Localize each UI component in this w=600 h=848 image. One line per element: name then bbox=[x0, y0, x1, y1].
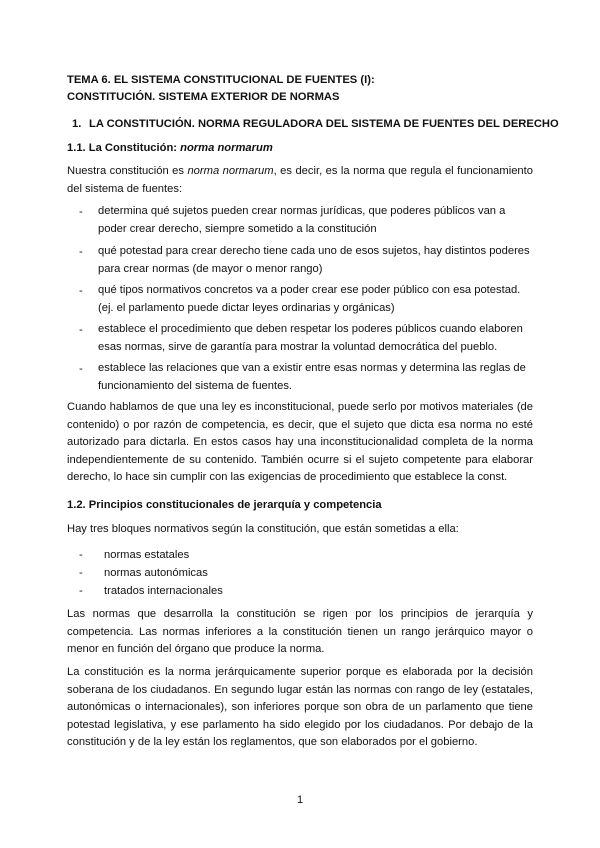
bullet-marker: - bbox=[79, 206, 83, 218]
list-item: establece el procedimiento que deben respetar los poderes públicos cuando elaboren esas normas, sirve de garantía para mostrar la voluntad democrática del pueblo. bbox=[98, 323, 523, 353]
document-title-line-2: CONSTITUCIÓN. SISTEMA EXTERIOR DE NORMAS bbox=[67, 91, 340, 103]
subsection-1-2-heading: 1.2. Principios constitucionales de jerarquía y competencia bbox=[67, 499, 382, 511]
bullet-marker: - bbox=[79, 363, 83, 375]
hierarchy-paragraph: La constitución es la norma jerárquicamente superior porque es elaborada por la decisión soberana de los ciudadanos. En segundo lugar están las normas con rango de ley (estatales, autonómicas o internacionales), son inferiores porque son obra de un parlamento que tiene potestad legislativa, y ese parlamento ha sido elegido por los ciudadanos. Por debajo de la constitución y de la ley están los reglamentos, que son elaborados por el gobierno. bbox=[67, 666, 533, 748]
intro-italic: norma normarum bbox=[187, 165, 274, 177]
bullet-marker: - bbox=[79, 585, 83, 597]
subsection-1-1-label: 1.1. La Constitución: bbox=[67, 142, 181, 154]
section-1-number: 1. bbox=[72, 118, 82, 130]
bullet-marker: - bbox=[79, 246, 83, 258]
list-item: normas estatales bbox=[104, 549, 190, 561]
normative-blocks-paragraph: Hay tres bloques normativos según la constitución, que están sometidas a ella: bbox=[67, 523, 459, 535]
bullet-marker: - bbox=[79, 549, 83, 561]
bullet-marker: - bbox=[79, 324, 83, 336]
list-item: tratados internacionales bbox=[104, 585, 223, 597]
document-title-line-1: TEMA 6. EL SISTEMA CONSTITUCIONAL DE FUENTES (I): bbox=[67, 74, 375, 86]
page-number: 1 bbox=[296, 794, 304, 806]
intro-text-2: , es decir, es la norma que regula el funcionamiento del sistema de fuentes: bbox=[67, 165, 533, 195]
list-item: establece las relaciones que van a existir entre esas normas y determina las reglas de funcionamiento del sistema de fuentes. bbox=[98, 362, 526, 392]
intro-paragraph bbox=[67, 163, 533, 198]
principles-paragraph: Las normas que desarrolla la constitución se rigen por los principios de jerarquía y competencia. Las normas inferiores a la constitución tienen un rango jerárquico mayor o menor en función del órgano que produce la norma. bbox=[67, 608, 533, 655]
subsection-1-1-label-italic: norma normarum bbox=[180, 142, 273, 154]
subsection-1-1-heading bbox=[67, 140, 273, 156]
list-item: qué tipos normativos concretos va a poder crear ese poder público con esa potestad. (ej. el parlamento puede dictar leyes ordinarias y orgánicas) bbox=[98, 284, 521, 314]
section-1-heading: LA CONSTITUCIÓN. NORMA REGULADORA DEL SISTEMA DE FUENTES DEL DERECHO bbox=[89, 118, 559, 130]
bullet-marker: - bbox=[79, 285, 83, 297]
list-item: determina qué sujetos pueden crear normas jurídicas, que poderes públicos van a poder crear derecho, siempre sometido a la constitución bbox=[98, 205, 506, 235]
bullet-marker: - bbox=[79, 567, 83, 579]
inconstitutionality-paragraph: Cuando hablamos de que una ley es inconstitucional, puede serlo por motivos materiales (de contenido) o por razón de competencia, es decir, que el sujeto que dicta esa norma no esté autorizado para dictarla. En estos casos hay una inconstitucionalidad completa de la norma independientemente de su contenido. También ocurre si el sujeto competente para elaborar derecho, lo hace sin cumplir con las exigencias de procedimiento que establece la const. bbox=[67, 401, 533, 483]
intro-text-1: Nuestra constitución es bbox=[67, 165, 188, 177]
list-item: qué potestad para crear derecho tiene cada uno de esos sujetos, hay distintos poderes para crear normas (de mayor o menor rango) bbox=[98, 245, 530, 275]
list-item: normas autonómicas bbox=[104, 567, 208, 579]
